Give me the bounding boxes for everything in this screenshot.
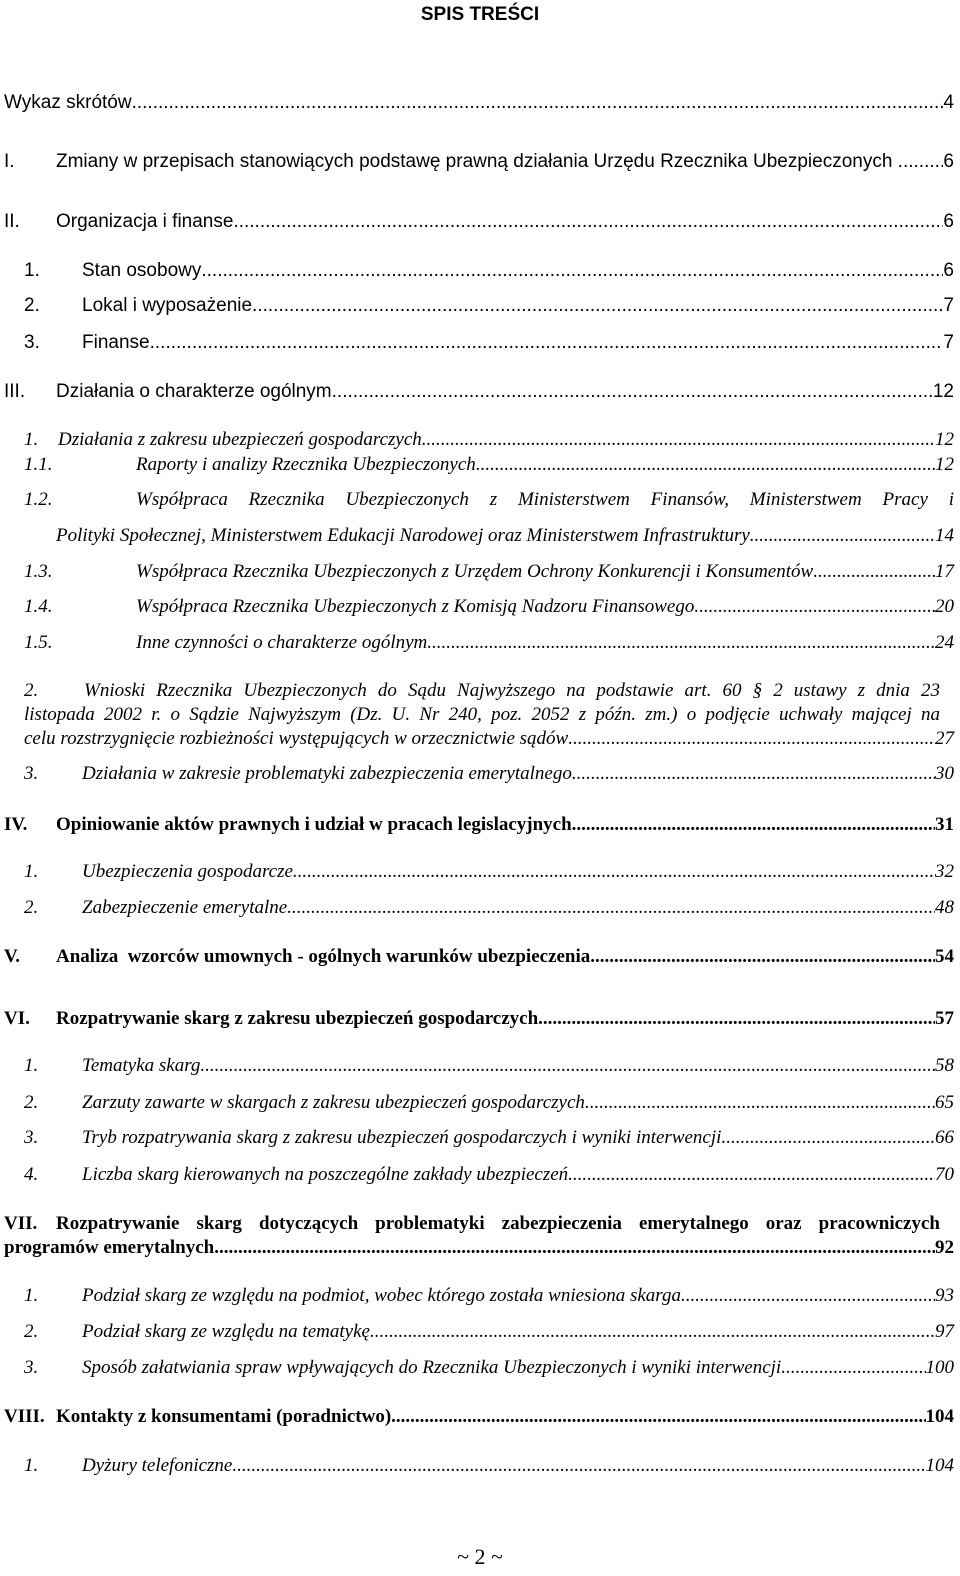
page-number: ~ 2 ~	[457, 1544, 503, 1569]
toc-entry-3-2[interactable]	[24, 727, 954, 751]
toc-entry-label: Podział skarg ze względu na tematykę	[82, 1321, 370, 1342]
toc-entry-page: 14	[935, 525, 954, 546]
toc-entry-chapter-3[interactable]	[4, 380, 954, 404]
leader-dots	[232, 1454, 925, 1478]
toc-entry-chapter-4[interactable]	[4, 813, 954, 837]
leader-dots	[391, 1405, 925, 1429]
toc-entry-3-1-4[interactable]	[24, 595, 954, 619]
toc-entry-label: Opiniowanie aktów prawnych i udział w pracach legislacyjnych	[56, 814, 572, 835]
toc-entry-number: 1.4.	[24, 596, 53, 617]
toc-entry-page: 65	[935, 1092, 954, 1113]
toc-entry-4-1[interactable]	[24, 860, 954, 884]
toc-entry-label: Podział skarg ze względu na podmiot, wobec którego została wniesiona skarga	[82, 1285, 682, 1306]
toc-entry-label: Polityki Społecznej, Ministerstwem Edukacji Narodowej oraz Ministerstwem Infrastruktury	[56, 525, 750, 546]
toc-entry-3-1-3[interactable]	[24, 560, 954, 584]
leader-dots	[370, 1320, 935, 1344]
toc-entry-label: Współpraca Rzecznika Ubezpieczonych z Komisją Nadzoru Finansowego	[136, 596, 695, 617]
toc-entry-label: Zmiany w przepisach stanowiących podstawę prawną działania Urzędu Rzecznika Ubezpieczonych ..	[56, 151, 909, 172]
toc-entry-3-1-1[interactable]	[24, 453, 954, 477]
toc-entry-label: Wykaz skrótów	[4, 92, 132, 113]
leader-dots	[201, 259, 943, 283]
toc-entry-chapter-7-number: VII.	[4, 1213, 38, 1234]
toc-entry-page: 70	[935, 1164, 954, 1185]
toc-entry-number: III.	[4, 381, 26, 402]
toc-entry-7-3[interactable]	[24, 1356, 954, 1380]
toc-entry-number: 1.5.	[24, 632, 53, 653]
toc-entry-number: 1.	[24, 1055, 39, 1076]
toc-entry-number: 1.	[24, 861, 39, 882]
toc-entry-number: I.	[4, 151, 15, 172]
toc-entry-page: 57	[935, 1008, 954, 1029]
toc-entry-3-3[interactable]	[24, 762, 954, 786]
toc-entry-number: 1.	[24, 1455, 39, 1476]
leader-dots	[200, 1054, 935, 1078]
leader-dots	[538, 1007, 935, 1031]
toc-entry-number: 1.	[24, 1285, 39, 1306]
leader-dots	[585, 1091, 935, 1115]
toc-entry-label: Sposób załatwiania spraw wpływających do Rzecznika Ubezpieczonych i wyniki interwencji	[82, 1357, 782, 1378]
toc-entry-6-1[interactable]	[24, 1054, 954, 1078]
leader-dots	[568, 727, 935, 751]
toc-entry-page: 7	[943, 295, 954, 316]
toc-entry-4-2[interactable]	[24, 896, 954, 920]
toc-entry-label: Tematyka skarg	[82, 1055, 201, 1076]
toc-title: SPIS TREŚCI	[420, 4, 540, 25]
toc-entry-chapter-7-line1[interactable]: Rozpatrywanie skarg dotyczących problematyki zabezpieczenia emerytalnego oraz pracowniczych	[56, 1213, 940, 1234]
toc-entry-label: Działania o charakterze ogólnym	[56, 381, 332, 402]
toc-entry-chapter-8[interactable]	[4, 1405, 954, 1429]
toc-entry-number: 3.	[24, 332, 40, 353]
toc-entry-chapter-6[interactable]	[4, 1007, 954, 1031]
toc-entry-page: 104	[925, 1455, 954, 1476]
toc-entry-label: Rozpatrywanie skarg z zakresu ubezpieczeń gospodarczych	[56, 1008, 539, 1029]
toc-entry-page: 31	[935, 814, 954, 835]
leader-dots	[590, 945, 935, 969]
toc-entry-wykaz[interactable]	[4, 91, 954, 115]
toc-entry-number: 2.	[24, 897, 39, 918]
toc-entry-page: 6	[943, 151, 954, 172]
leader-dots	[293, 860, 935, 884]
toc-entry-6-2[interactable]	[24, 1091, 954, 1115]
toc-entry-chapter-2[interactable]	[4, 210, 954, 234]
toc-entry-label: Finanse	[82, 332, 150, 353]
toc-entry-page: 12	[935, 429, 954, 450]
toc-entry-2-2[interactable]	[24, 294, 954, 318]
toc-entry-number: 4.	[24, 1164, 39, 1185]
toc-entry-3-1-5[interactable]	[24, 631, 954, 655]
toc-entry-page: 17	[935, 561, 954, 582]
toc-entry-number: 3.	[24, 763, 39, 784]
toc-entry-number: V.	[4, 946, 21, 967]
toc-entry-chapter-5[interactable]	[4, 945, 954, 969]
leader-dots	[427, 631, 935, 655]
toc-entry-3-1-2[interactable]	[56, 524, 954, 548]
toc-entry-page: 66	[935, 1127, 954, 1148]
toc-entry-label: Stan osobowy	[82, 260, 202, 281]
toc-entry-page: 32	[935, 861, 954, 882]
leader-dots	[422, 428, 935, 452]
toc-entry-label: Tryb rozpatrywania skarg z zakresu ubezpieczeń gospodarczych i wyniki interwencji	[82, 1127, 722, 1148]
toc-entry-label: Inne czynności o charakterze ogólnym	[136, 632, 428, 653]
toc-entry-7-1[interactable]	[24, 1284, 954, 1308]
toc-entry-3-1-2-number: 1.2.	[24, 489, 53, 510]
toc-entry-page: 12	[932, 381, 954, 402]
toc-entry-label: celu rozstrzygnięcie rozbieżności występujących w orzecznictwie sądów	[24, 728, 569, 749]
leader-dots	[908, 150, 943, 174]
leader-dots	[568, 1163, 935, 1187]
leader-dots	[252, 294, 943, 318]
toc-entry-page: 24	[935, 632, 954, 653]
toc-entry-number: 1.3.	[24, 561, 53, 582]
toc-entry-page: 12	[935, 454, 954, 475]
leader-dots	[150, 331, 944, 355]
toc-entry-6-3[interactable]	[24, 1126, 954, 1150]
leader-dots	[681, 1284, 935, 1308]
toc-entry-label: Kontakty z konsumentami (poradnictwo)	[56, 1406, 392, 1427]
toc-entry-8-1[interactable]	[24, 1454, 954, 1478]
toc-entry-label: programów emerytalnych	[4, 1237, 215, 1258]
toc-entry-number: 1.	[24, 260, 40, 281]
toc-entry-page: 27	[935, 728, 954, 749]
toc-entry-page: 48	[935, 897, 954, 918]
toc-entry-page: 30	[935, 763, 954, 784]
toc-entry-number: VI.	[4, 1008, 30, 1029]
toc-entry-page: 93	[935, 1285, 954, 1306]
leader-dots	[572, 762, 935, 786]
leader-dots	[332, 380, 933, 404]
leader-dots	[694, 595, 935, 619]
toc-entry-number: 1.	[24, 429, 39, 450]
toc-entry-page: 7	[943, 332, 954, 353]
leader-dots	[287, 896, 935, 920]
toc-entry-number: 2.	[24, 1321, 39, 1342]
toc-entry-label: Współpraca Rzecznika Ubezpieczonych z Urzędem Ochrony Konkurencji i Konsumentów	[136, 561, 814, 582]
toc-entry-number: II.	[4, 211, 20, 232]
toc-entry-number: 2.	[24, 295, 40, 316]
toc-entry-label: Raporty i analizy Rzecznika Ubezpieczonych	[136, 454, 476, 475]
toc-entry-2-1[interactable]	[24, 259, 954, 283]
toc-entry-label: Zabezpieczenie emerytalne	[82, 897, 288, 918]
leader-dots	[813, 560, 935, 584]
toc-entry-page: 54	[935, 946, 954, 967]
toc-entry-number: 3.	[24, 1357, 39, 1378]
toc-entry-6-4[interactable]	[24, 1163, 954, 1187]
toc-entry-3-2-number: 2.	[24, 680, 39, 701]
leader-dots	[132, 91, 944, 115]
toc-entry-number: VIII.	[4, 1406, 45, 1427]
toc-entry-page: 6	[943, 260, 954, 281]
toc-entry-label: Liczba skarg kierowanych na poszczególne zakłady ubezpieczeń	[82, 1164, 569, 1185]
toc-entry-label: Zarzuty zawarte w skargach z zakresu ubezpieczeń gospodarczych	[82, 1092, 585, 1113]
leader-dots	[750, 524, 935, 548]
toc-entry-label: Lokal i wyposażenie	[82, 295, 253, 316]
toc-entry-page: 97	[935, 1321, 954, 1342]
toc-entry-page: 104	[925, 1406, 954, 1427]
toc-entry-label: Ubezpieczenia gospodarcze	[82, 861, 293, 882]
toc-entry-chapter-1[interactable]	[4, 150, 954, 174]
leader-dots	[214, 1236, 935, 1260]
toc-entry-number: 1.1.	[24, 454, 53, 475]
toc-entry-page: 4	[943, 92, 954, 113]
toc-entry-label: Działania z zakresu ubezpieczeń gospodarczych	[58, 429, 422, 450]
toc-entry-number: 2.	[24, 1092, 39, 1113]
toc-entry-2-3[interactable]	[24, 331, 954, 355]
toc-entry-3-2-line2[interactable]: listopada 2002 r. o Sądzie Najwyższym (Dz. U. Nr 240, poz. 2052 z późn. zm.) o podjęcie uchwały mającej na	[24, 704, 940, 725]
leader-dots	[476, 453, 935, 477]
toc-entry-label: Organizacja i finanse	[56, 211, 234, 232]
toc-entry-7-2[interactable]	[24, 1320, 954, 1344]
toc-entry-label: Analiza wzorców umownych - ogólnych warunków ubezpieczenia	[56, 946, 591, 967]
toc-entry-page: 20	[935, 596, 954, 617]
toc-entry-number: 3.	[24, 1127, 39, 1148]
toc-entry-label: Działania w zakresie problematyki zabezpieczenia emerytalnego	[82, 763, 572, 784]
leader-dots	[721, 1126, 935, 1150]
toc-entry-page: 100	[925, 1357, 954, 1378]
toc-entry-chapter-7[interactable]	[4, 1236, 954, 1260]
toc-entry-page: 92	[935, 1237, 954, 1258]
leader-dots	[233, 210, 943, 234]
toc-entry-page: 58	[935, 1055, 954, 1076]
toc-entry-3-2-line1[interactable]: Wnioski Rzecznika Ubezpieczonych do Sądu Najwyższego na podstawie art. 60 § 2 ustawy z dnia 23	[84, 680, 940, 701]
toc-entry-number: IV.	[4, 814, 28, 835]
leader-dots	[781, 1356, 925, 1380]
toc-entry-page: 6	[943, 211, 954, 232]
toc-entry-label: Dyżury telefoniczne	[82, 1455, 233, 1476]
toc-entry-3-1[interactable]	[24, 428, 954, 452]
toc-entry-3-1-2-line1[interactable]: Współpraca Rzecznika Ubezpieczonych z Ministerstwem Finansów, Ministerstwem Pracy i	[136, 489, 954, 510]
leader-dots	[572, 813, 935, 837]
